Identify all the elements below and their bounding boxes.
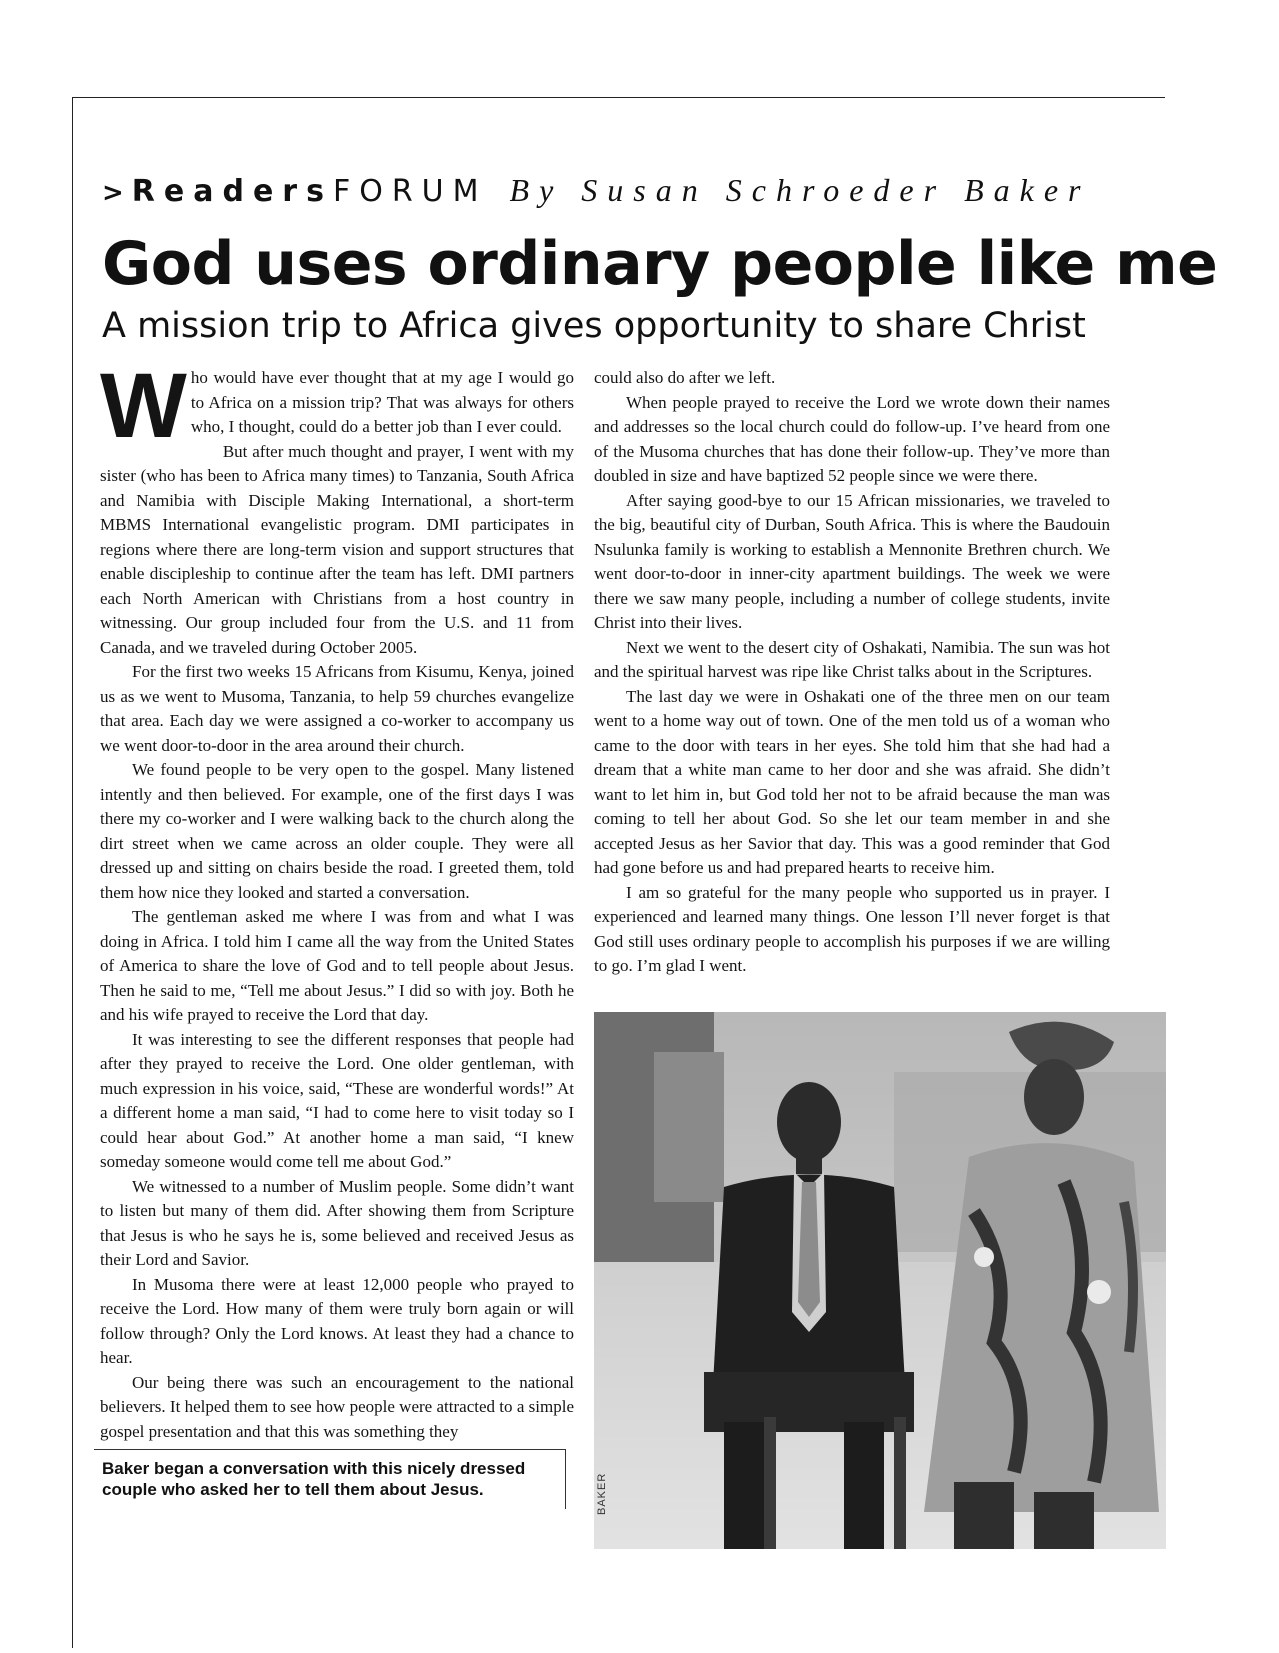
article-column-left xyxy=(100,355,574,1444)
photo-credit: BAKER xyxy=(596,1472,608,1515)
article-paragraph: Our being there was such an encouragement to the national believers. It helped them to see how people were attracted to a simple gospel presentation and that this was something they xyxy=(100,1372,574,1441)
article-paragraph: But after much thought and prayer, I went with my sister (who has been to Africa many times) to Tanzania, South Africa and Namibia with Disciple Making International, a short-term MBMS International evangelistic program. DMI participates in regions where there are long-term vision and support structures that enable discipleship to continue after the team has left. DMI partners each North American with Christians from a host country in witnessing. Our group included four from the U.S. and 11 from Canada, and we traveled during October 2005. xyxy=(100,441,574,657)
section-label-forum: FORUM xyxy=(332,174,488,209)
article-paragraph: It was interesting to see the different responses that people had after they prayed to receive the Lord. One older gentleman, with much expression in his voice, said, “These are wonderful words!” At a different home a man said, “I had to come here to visit today so I could hear about God.” At another home a man said, “I knew someday someone would come tell me about God.” xyxy=(100,1029,574,1171)
article-paragraph xyxy=(100,355,574,457)
article-column-right xyxy=(594,366,1110,979)
article-paragraph: In Musoma there were at least 12,000 people who prayed to receive the Lord. How many of them were truly born again or will follow through? Only the Lord knows. At least they had a chance to hear. xyxy=(100,1274,574,1367)
article-paragraph: For the first two weeks 15 Africans from Kisumu, Kenya, joined us as we went to Musoma, Tanzania, to help 59 churches evangelize that area. Each day we were assigned a co-worker to accompany us we went door-to-door in the area around their church. xyxy=(100,662,574,755)
article-paragraph: After saying good-bye to our 15 African missionaries, we traveled to the big, beautiful city of Durban, South Africa. This is where the Baudouin Nsulunka family is working to establish a Mennonite Brethren church. We went door-to-door in inner-city apartment buildings. The week we were there we saw many people, including a number of college students, invite Christ into their lives. xyxy=(594,490,1110,632)
drop-cap: W xyxy=(100,355,185,457)
article-paragraph: When people prayed to receive the Lord we wrote down their names and addresses so the local church could do follow-up. I’ve heard from one of the Musoma churches that has done their follow-up. They’ve more than doubled in size and have baptized 52 people since we were there. xyxy=(594,392,1110,485)
article-paragraph: Next we went to the desert city of Oshakati, Namibia. The sun was hot and the spiritual harvest was ripe like Christ talks about in the Scriptures. xyxy=(594,637,1110,681)
subheadline: A mission trip to Africa gives opportunity to share Christ xyxy=(102,306,1086,346)
article-paragraph: We witnessed to a number of Muslim people. Some didn’t want to listen but many of them did. After showing them from Scripture that Jesus is who he says he is, some believed and received Jesus as their Lord and Savior. xyxy=(100,1176,574,1269)
photo-caption: Baker began a conversation with this nicely dressed couple who asked her to tell them about Jesus. xyxy=(94,1449,566,1509)
byline: By Susan Schroeder Baker xyxy=(509,172,1091,208)
section-header xyxy=(102,172,1152,222)
article-paragraph: The last day we were in Oshakati one of the three men on our team went to a home way out of town. One of the men told us of a woman who came to the door with tears in her eyes. She told him that she had had a dream that a white man came to her door and she was afraid. She didn’t want to let him in, but God told her not to be afraid because the man was coming to tell her about God. So she let our team member in and she accepted Jesus as her Savior that day. This was a good reminder that God had gone before us and had prepared hearts to receive him. xyxy=(594,686,1110,877)
article-paragraph: The gentleman asked me where I was from and what I was doing in Africa. I told him I came all the way from the United States of America to share the love of God and to tell people about Jesus. Then he said to me, “Tell me about Jesus.” I did so with joy. Both he and his wife prayed to receive the Lord that day. xyxy=(100,907,574,1024)
couple-photo xyxy=(594,1012,1166,1549)
article-paragraph: I am so grateful for the many people who supported us in prayer. I experienced and learned many things. One lesson I’ll never forget is that God still uses ordinary people to accomplish his purposes if we are willing to go. I’m glad I went. xyxy=(594,882,1110,975)
article-paragraph-continued: could also do after we left. xyxy=(594,368,776,387)
paragraph-text: ho would have ever thought that at my age I would go to Africa on a mission trip? That was always for others who, I thought, could do a better job than I ever could. xyxy=(190,368,574,436)
section-label-readers: Readers xyxy=(131,174,333,209)
article-paragraph: We found people to be very open to the gospel. Many listened intently and then believed. For example, one of the first days I was there my co-worker and I were walking back to the church along the dirt street when we came across an older couple. They were all dressed up and sitting on chairs beside the road. I greeted them, told them how nice they looked and started a conversation. xyxy=(100,760,574,902)
chevron-right-icon: > xyxy=(102,178,124,208)
headline: God uses ordinary people like me xyxy=(102,229,1218,299)
